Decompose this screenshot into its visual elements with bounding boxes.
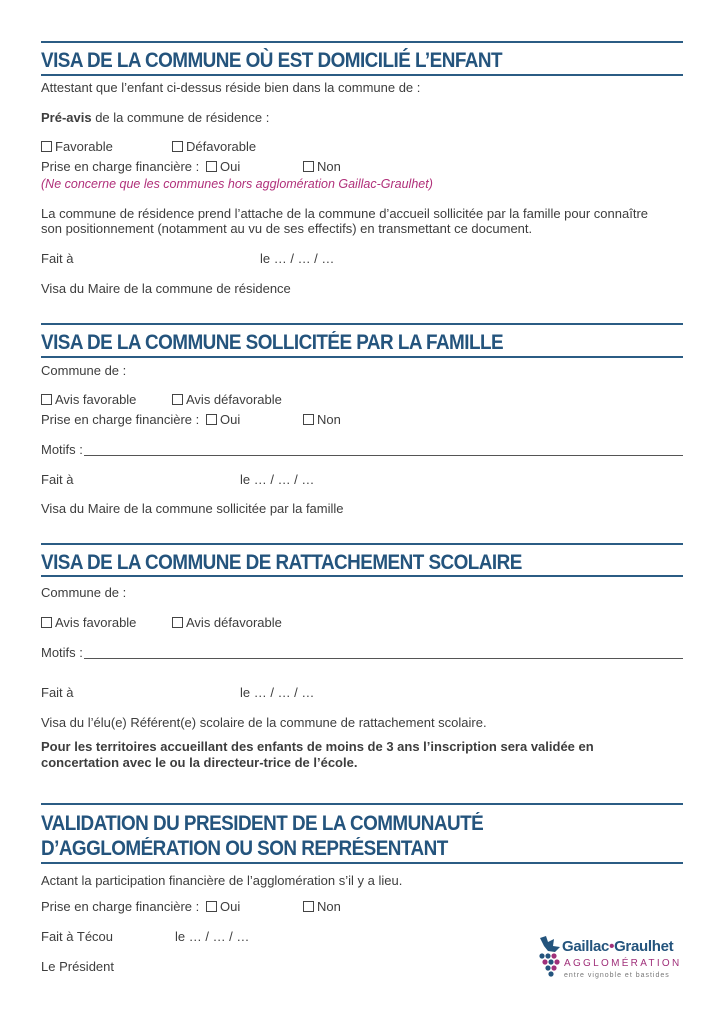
section1-bottom-rule <box>41 74 683 76</box>
section2-bottom-rule <box>41 356 683 358</box>
section3-bold-line1: Pour les territoires accueillant des enfants de moins de 3 ans l’inscription sera validée en <box>41 739 594 754</box>
section3-bold-line2: concertation avec le ou la directeur-trice de l’école. <box>41 755 358 770</box>
section3-avis-defavorable-option[interactable] <box>172 615 282 631</box>
section1-para-line1: La commune de résidence prend l’attache de la commune d’accueil sollicitée par la famille pour connaître <box>41 206 649 221</box>
section4-title-line2: D’AGGLOMÉRATION OU SON REPRÉSENTANT <box>41 837 448 860</box>
avis-favorable-label: Avis favorable <box>55 392 137 407</box>
section4-prise-label: Prise en charge financière : <box>41 899 200 914</box>
logo-tagline: entre vignoble et bastides <box>564 972 670 979</box>
section1-oui-option[interactable] <box>206 159 240 175</box>
section1-non-option[interactable] <box>303 159 341 175</box>
avis-favorable-checkbox[interactable] <box>41 394 52 405</box>
preavis-bold: Pré-avis <box>41 110 92 125</box>
non-checkbox[interactable] <box>303 161 314 172</box>
avis-favorable-label: Avis favorable <box>55 615 137 630</box>
section2-commune: Commune de : <box>41 363 127 378</box>
section2-fait-a: Fait à <box>41 472 74 487</box>
section3-title: VISA DE LA COMMUNE DE RATTACHEMENT SCOLAIRE <box>41 551 522 574</box>
section4-date: le … / … / … <box>175 929 250 944</box>
defavorable-option[interactable] <box>172 139 256 155</box>
section4-fait-a: Fait à Técou <box>41 929 114 944</box>
section3-motifs: Motifs : <box>41 645 83 660</box>
non-label: Non <box>317 412 341 427</box>
non-checkbox[interactable] <box>303 901 314 912</box>
favorable-option[interactable] <box>41 139 113 155</box>
section4-president: Le Président <box>41 959 114 974</box>
avis-defavorable-checkbox[interactable] <box>172 617 183 628</box>
section2-prise-label: Prise en charge financière : <box>41 412 200 427</box>
section2-visa: Visa du Maire de la commune sollicitée par la famille <box>41 501 344 516</box>
section2-date: le … / … / … <box>240 472 315 487</box>
section1-note: (Ne concerne que les communes hors agglomération Gaillac-Graulhet) <box>41 177 433 191</box>
section1-title: VISA DE LA COMMUNE OÙ EST DOMICILIÉ L’ENFANT <box>41 49 503 72</box>
section1-top-rule <box>41 41 683 43</box>
section4-top-rule <box>41 803 683 805</box>
avis-favorable-checkbox[interactable] <box>41 617 52 628</box>
section3-motifs-line[interactable] <box>84 658 683 659</box>
oui-checkbox[interactable] <box>206 414 217 425</box>
section4-non-option[interactable] <box>303 899 341 915</box>
section2-top-rule <box>41 323 683 325</box>
section2-oui-option[interactable] <box>206 412 240 428</box>
section4-title-line1: VALIDATION DU PRESIDENT DE LA COMMUNAUTÉ <box>41 812 484 835</box>
non-label: Non <box>317 159 341 174</box>
section2-title: VISA DE LA COMMUNE SOLLICITÉE PAR LA FAMILLE <box>41 331 504 354</box>
oui-checkbox[interactable] <box>206 161 217 172</box>
oui-label: Oui <box>220 159 241 174</box>
oui-checkbox[interactable] <box>206 901 217 912</box>
non-checkbox[interactable] <box>303 414 314 425</box>
section1-fait-a: Fait à <box>41 251 74 266</box>
favorable-label: Favorable <box>55 139 113 154</box>
oui-label: Oui <box>220 412 241 427</box>
section4-actant: Actant la participation financière de l’agglomération s’il y a lieu. <box>41 873 403 888</box>
section3-date: le … / … / … <box>240 685 315 700</box>
logo-sub: AGGLOMÉRATION <box>564 958 682 969</box>
section2-avis-favorable-option[interactable] <box>41 392 136 408</box>
section3-commune: Commune de : <box>41 585 127 600</box>
section2-non-option[interactable] <box>303 412 341 428</box>
section3-visa: Visa du l’élu(e) Référent(e) scolaire de la commune de rattachement scolaire. <box>41 715 487 730</box>
gaillac-graulhet-logo <box>536 934 686 984</box>
section3-top-rule <box>41 543 683 545</box>
defavorable-checkbox[interactable] <box>172 141 183 152</box>
non-label: Non <box>317 899 341 914</box>
section1-preavis <box>41 110 269 126</box>
logo-name-2: Graulhet <box>614 938 674 955</box>
section3-fait-a: Fait à <box>41 685 74 700</box>
section4-bottom-rule <box>41 862 683 864</box>
section2-avis-defavorable-option[interactable] <box>172 392 282 408</box>
preavis-rest: de la commune de résidence : <box>91 110 270 125</box>
favorable-checkbox[interactable] <box>41 141 52 152</box>
section1-prise-label: Prise en charge financière : <box>41 159 200 174</box>
defavorable-label: Défavorable <box>186 139 257 154</box>
avis-defavorable-label: Avis défavorable <box>186 615 282 630</box>
section2-motifs: Motifs : <box>41 442 83 457</box>
oui-label: Oui <box>220 899 241 914</box>
avis-defavorable-label: Avis défavorable <box>186 392 282 407</box>
section3-bottom-rule <box>41 575 683 577</box>
logo-wordmark: Gaillac•Graulhet <box>562 938 674 955</box>
section1-visa: Visa du Maire de la commune de résidence <box>41 281 291 296</box>
logo-name-1: Gaillac <box>562 938 610 955</box>
section2-motifs-line[interactable] <box>84 455 683 456</box>
section1-intro: Attestant que l’enfant ci-dessus réside bien dans la commune de : <box>41 80 421 95</box>
section1-para-line2: son positionnement (notamment au vu de ses effectifs) en transmettant ce document. <box>41 221 533 236</box>
section1-date: le … / … / … <box>260 251 335 266</box>
section4-oui-option[interactable] <box>206 899 240 915</box>
avis-defavorable-checkbox[interactable] <box>172 394 183 405</box>
section3-avis-favorable-option[interactable] <box>41 615 136 631</box>
